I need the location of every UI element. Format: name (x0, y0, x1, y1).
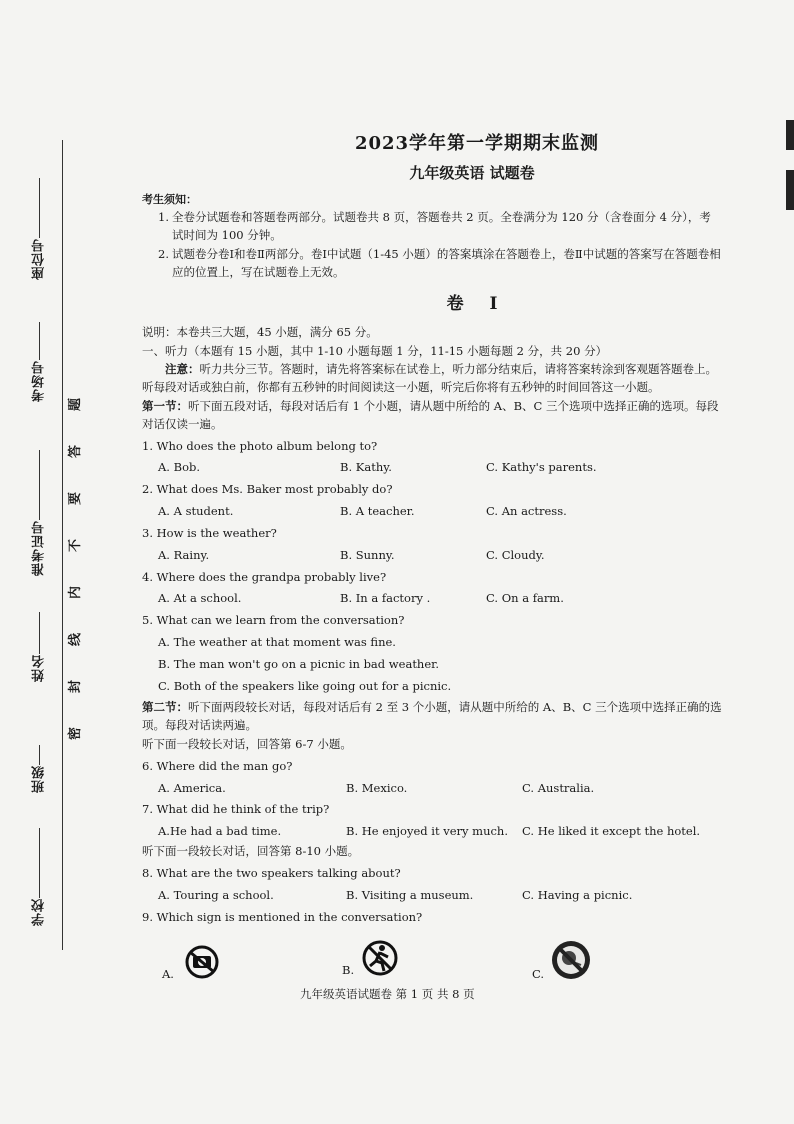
notice-heading: 考生须知： (142, 193, 197, 207)
exam-id-label: 准考证号 (32, 520, 47, 576)
question-stem: 5. What can we learn from the conversation? (142, 613, 405, 628)
question-stem: 8. What are the two speakers talking about? (142, 865, 401, 880)
listen-instruction: 听下面一段较长对话，回答第 8-10 小题。 (142, 844, 360, 859)
option-b: B. The man won't go on a picnic in bad weather. (158, 656, 440, 671)
option-b: B. He enjoyed it very much. (346, 824, 508, 839)
question-options (142, 503, 722, 521)
seat-field (30, 178, 49, 280)
option-c: C. (532, 936, 592, 984)
option-b: B. In a factory . (340, 591, 431, 606)
question-stem: 9. Which sign is mentioned in the conversation? (142, 909, 423, 924)
question-options (142, 780, 722, 798)
option-c: C. Both of the speakers like going out for a picnic. (158, 678, 452, 693)
option-c: C. An actress. (486, 504, 567, 519)
binding-margin (0, 0, 130, 1124)
option-c: C. He liked it except the hotel. (522, 824, 701, 839)
question-options (142, 590, 722, 608)
question-options (142, 823, 722, 841)
option-a: A. America. (158, 780, 226, 795)
question-options (142, 459, 722, 477)
option-a: A. At a school. (158, 591, 242, 606)
option-b: B. Kathy. (340, 460, 392, 475)
no-running-icon (360, 939, 400, 977)
part1-instruction: 第一节：听下面五段对话，每段对话后有 1 个小题，请从题中所给的 A、B、C 三个选项中选择正确的选项。每段对话仅读一遍。 (142, 399, 719, 431)
class-field (30, 745, 49, 793)
no-noise-icon (550, 939, 592, 981)
question-stem: 4. Where does the grandpa probably live? (142, 569, 387, 584)
option-a: A. The weather at that moment was fine. (158, 634, 396, 649)
scan-edge-mark (786, 120, 794, 150)
question-stem: 7. What did he think of the trip? (142, 802, 330, 817)
question-stem: 3. How is the weather? (142, 525, 277, 540)
option-b: B. Sunny. (340, 547, 395, 562)
question-stem: 1. Who does the photo album belong to? (142, 438, 378, 453)
section-heading: 一、听力（本题有 15 小题，其中 1-10 小题每题 1 分，11-15 小题每题 2 分，共 20 分） (142, 343, 608, 358)
option-a: A. Touring a school. (158, 887, 274, 902)
page-footer: 九年级英语试题卷 第 1 页 共 8 页 (300, 987, 475, 1001)
question-stem: 6. Where did the man go? (142, 758, 293, 773)
question-stem: 2. What does Ms. Baker most probably do? (142, 482, 393, 497)
school-field (30, 828, 49, 926)
option-b: B. A teacher. (340, 504, 415, 519)
seat-label: 座位号 (32, 238, 47, 280)
exam-id-field (30, 450, 49, 576)
class-label: 班级 (32, 765, 47, 793)
question-options (142, 547, 722, 565)
scan-edge-mark (786, 170, 794, 210)
option-b: B. (342, 936, 400, 980)
notice-item: 2. 试题卷分卷Ⅰ和卷Ⅱ两部分。卷Ⅰ中试题（1-45 小题）的答案填涂在答题卷上，卷Ⅱ中试题的答案写在答题卷相应的位置上，写在试题卷上无效。 (158, 246, 721, 279)
option-c: C. Having a picnic. (522, 887, 633, 902)
page-subtitle: 九年级英语 试题卷 (409, 163, 535, 182)
no-camera-icon (180, 944, 224, 980)
name-field (30, 612, 49, 682)
section-note: 注意：听力共分三节。答题时，请先将答案标在试卷上，听力部分结束后，请将答案转涂到客观题答题卷上。听每段对话或独白前，你都有五秒钟的时间阅读这一小题，听完后你将有五秒钟的时间回答这一小题。 (142, 362, 717, 395)
option-c: C. Cloudy. (486, 547, 545, 562)
option-a: A. Bob. (158, 460, 201, 475)
option-c: C. On a farm. (486, 591, 564, 606)
school-label: 学校 (32, 898, 47, 926)
question-options (142, 887, 722, 905)
volume-note: 说明：本卷共三大题，45 小题，满分 65 分。 (142, 324, 378, 339)
option-b: B. Mexico. (346, 780, 408, 795)
name-label: 姓名 (32, 654, 47, 682)
option-c: C. Kathy's parents. (486, 460, 597, 475)
option-c: C. Australia. (522, 780, 595, 795)
binding-line (62, 140, 63, 950)
option-a: A. Rainy. (158, 547, 210, 562)
page-title: 2023学年第一学期期末监测 (354, 133, 600, 154)
exam-room-field (30, 322, 49, 402)
notice-item: 1. 全卷分试题卷和答题卷两部分。试题卷共 8 页，答题卷共 2 页。全卷满分为 120 分（含卷面分 4 分），考试时间为 100 分钟。 (158, 210, 711, 242)
seal-notice: 题 答 要 不 内 线 封 密 (68, 397, 84, 741)
listen-instruction: 听下面一段较长对话，回答第 6-7 小题。 (142, 737, 352, 752)
option-a: A. (162, 940, 224, 984)
exam-room-label: 考场号 (32, 360, 47, 402)
exam-content (142, 130, 722, 996)
volume-title: 卷 Ⅰ (446, 294, 508, 315)
option-a: A.He had a bad time. (158, 824, 282, 839)
option-a: A. A student. (158, 504, 234, 519)
part2-instruction: 第二节：听下面两段较长对话，每段对话后有 2 至 3 个小题，请从题中所给的 A、B、C 三个选项中选择正确的选项。每段对话读两遍。 (142, 700, 722, 733)
option-b: B. Visiting a museum. (346, 887, 474, 902)
